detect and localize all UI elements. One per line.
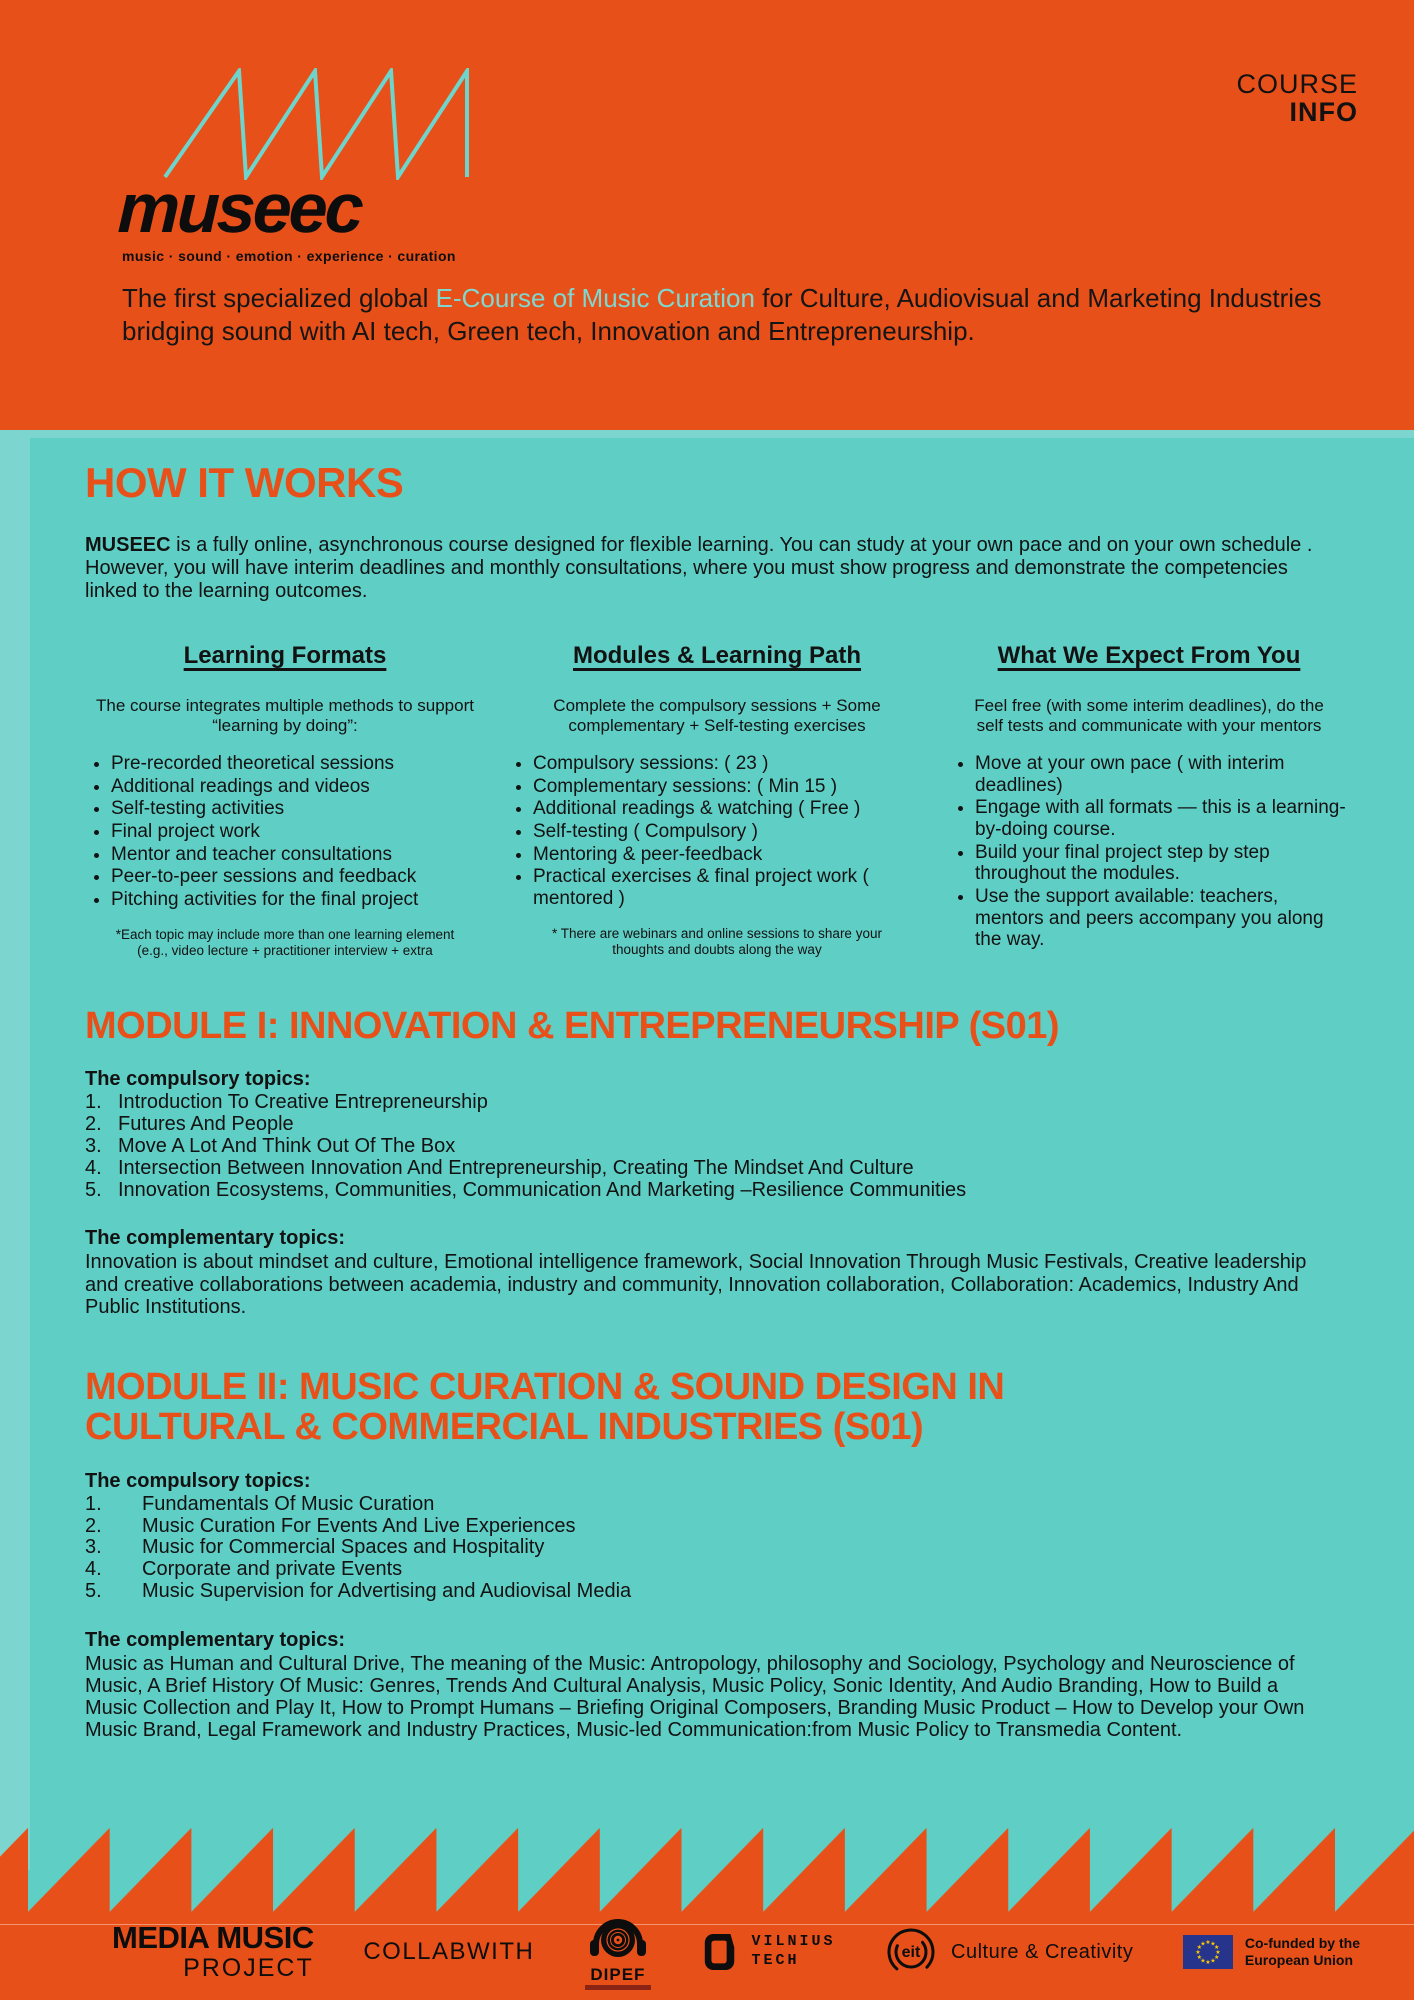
course-label: COURSE [1236,69,1358,99]
module-1-compulsory-label: The compulsory topics: [85,1068,311,1091]
vilnius-tech-logo [701,1931,835,1973]
svg-text:★: ★ [1196,1954,1202,1961]
column-footnote: * There are webinars and online sessions to share your thoughts and doubts along the way [552,925,882,957]
dipef-bar [585,1985,651,1990]
tech-line: TECH [751,1952,800,1969]
svg-text:★: ★ [1215,1949,1221,1956]
bullet-item: • Complementary sessions: ( Min 15 ) [533,776,927,798]
svg-text:★: ★ [1196,1944,1202,1951]
topic-item: Music Supervision for Advertising and Audiovisal Media [142,1579,632,1602]
hero-intro-text [122,282,1377,349]
info-label: INFO [1289,97,1358,128]
svg-text:★: ★ [1205,1959,1211,1966]
bullet-item: • Build your final project step by step throughout the modules. [975,842,1349,885]
collabwith-logo: COLLABWITH [363,1938,535,1965]
topic-item: Introduction To Creative Entrepreneurship [118,1091,488,1114]
module-1-complementary-label: The complementary topics: [85,1227,346,1250]
bullet-item: • Mentoring & peer-feedback [533,844,927,866]
bullet-item: • Peer-to-peer sessions and feedback [111,866,485,888]
column-footnote: *Each topic may include more than one learning element (e.g., video lecture + practitioner interview + extra [115,926,455,958]
topic-item: Corporate and private Events [142,1558,403,1581]
dipef-text: DIPEF [590,1965,646,1984]
column-bullet-list [111,753,485,911]
how-it-works-intro-rest: is a fully online, asynchronous course designed for flexible learning. You can study at your own pace and on your own schedule . However, you will have interim deadlines and monthly consultations, where you must show progress and demonstrate the competencies linked to the learning outcomes. [85,534,1313,602]
hero-intro-highlight: E-Course of Music Curation [435,283,755,313]
bullet-item: • Self-testing ( Compulsory ) [533,821,927,843]
bullet-item: • Pre-recorded theoretical sessions [111,753,485,775]
column-title: Modules & Learning Path [572,642,862,670]
topic-item: Music for Commercial Spaces and Hospitality [142,1536,545,1559]
museec-tagline: music · sound · emotion · experience · curation [122,248,456,264]
museec-zigzag-icon [162,68,470,180]
column-learning-formats [85,642,485,958]
culture-creativity-text: Culture & Creativity [951,1940,1134,1963]
module-2-compulsory-label: The compulsory topics: [85,1469,311,1492]
eu-line1: Co-funded by the [1244,1934,1360,1951]
topic-item: Innovation Ecosystems, Communities, Communication And Marketing –Resilience Communities [118,1178,967,1201]
eit-swirl-icon [885,1926,937,1978]
museec-wordmark: museec [116,169,363,247]
eit-culture-creativity-logo [885,1926,1133,1978]
bullet-item: • Additional readings & watching ( Free ) [533,798,927,820]
topic-item: Intersection Between Innovation And Entrepreneurship, Creating The Mindset And Culture [118,1156,914,1179]
how-it-works-intro [85,534,1335,602]
column-title: What We Expect From You [997,642,1301,670]
module-1-section [85,1004,1364,1318]
bullet-item: • Mentor and teacher consultations [111,844,485,866]
module-2-section [85,1368,1364,1742]
svg-text:★: ★ [1213,1954,1220,1961]
svg-text:★: ★ [1205,1939,1211,1946]
bullet-item: • Compulsory sessions: ( 23 ) [533,753,927,775]
dipef-headphones-vinyl-icon [584,1914,652,1960]
svg-text:★: ★ [1210,1940,1216,1948]
course-info-label [1236,70,1358,127]
topic-item: Fundamentals Of Music Curation [142,1492,435,1515]
hero-intro-pre: The first specialized global [122,283,436,313]
bullet-item: • Additional readings and videos [111,776,485,798]
how-it-works-title: HOW IT WORKS [85,459,404,506]
bullet-item: • Use the support available: teachers, mentors and peers accompany you along the way. [975,886,1349,951]
topic-item: Music Curation For Events And Live Experiences [142,1514,576,1537]
partner-footer [0,1828,1414,2000]
topic-item: Futures And People [118,1113,294,1136]
dipef-logo [584,1914,652,1990]
project-text: PROJECT [183,1953,314,1982]
column-title: Learning Formats [183,642,387,670]
module-1-title: MODULE I: INNOVATION & ENTREPRENEURSHIP (S01) [85,1004,1060,1047]
topic-item: Move A Lot And Think Out Of The Box [118,1135,456,1158]
column-modules-learning-path [507,642,927,958]
module-2-complementary-text: Music as Human and Cultural Drive, The meaning of the Music: Antropology, philosophy and Sociology, Psychology and Neuroscience of Music, A Brief History Of Music: Genres, Trends And Cultural Analysis, Music Policy, Sonic Identity, And Audio Branding, How to Build a Music Collection and Play It, How to Prompt Humans – Briefing Original Composers, Branding Music Product – How to Develop your Own Music Brand, Legal Framework and Industry Practices, Music-led Communication:from Music Policy to Transmedia Content. [85,1652,1305,1742]
module-1-compulsory-list [85,1092,1364,1201]
vilnius-line: VILNIUS [751,1933,836,1951]
media-music-text: MEDIA MUSIC [112,1919,314,1955]
column-bullet-list [975,753,1349,951]
eu-cofunded-text [1245,1935,1360,1970]
media-music-project-logo [112,1919,314,1983]
column-subtitle: Feel free (with some interim deadlines), do the self tests and communicate with your mentors [974,696,1324,736]
svg-text:★: ★ [1200,1940,1206,1948]
bullet-item: • Self-testing activities [111,798,485,820]
eu-line2: European Union [1244,1952,1354,1968]
bullet-item: • Pitching activities for the final project [111,889,485,911]
partner-logo-row [0,1906,1414,1998]
info-columns [85,642,1364,958]
bullet-item: • Practical exercises & final project work ( mentored ) [533,866,927,909]
bullet-item: • Final project work [111,821,485,843]
bullet-item: • Move at your own pace ( with interim deadlines) [975,753,1349,796]
svg-text:★: ★ [1210,1957,1216,1965]
vilnius-tech-icon [701,1931,739,1973]
column-subtitle: Complete the compulsory sessions + Some complementary + Self-testing exercises [553,696,881,736]
svg-text:★: ★ [1213,1944,1220,1951]
column-bullet-list [533,753,927,910]
column-what-we-expect [949,642,1349,958]
vilnius-tech-text [751,1933,835,1971]
eit-mark-text: eit [901,1944,921,1961]
eu-cofunded-logo [1183,1935,1360,1970]
module-1-complementary-text: Innovation is about mindset and culture, Emotional intelligence framework, Social Innovation Through Music Festivals, Creative leadership and creative collaborations between academia, industry and community, Innovation collaboration, Collaboration: Academics, Industry And Public Institutions. [85,1251,1307,1318]
main-section [0,430,1414,1828]
svg-text:★: ★ [1200,1957,1206,1965]
how-it-works-intro-bold: MUSEEC [85,534,171,556]
eu-flag-icon [1183,1935,1233,1969]
module-2-title: MODULE II: MUSIC CURATION & SOUND DESIGN IN CULTURAL & COMMERCIAL INDUSTRIES (S01) [85,1366,1005,1448]
sawtooth-border [0,1828,1414,1912]
svg-text:★: ★ [1195,1949,1201,1956]
column-subtitle: The course integrates multiple methods to support “learning by doing”: [96,696,474,736]
content-panel [30,438,1414,1828]
hero-intro-post: for Culture, Audiovisual and Marketing Industries bridging sound with AI tech, Green tech, Innovation and Entrepreneurship. [122,283,1322,347]
hero-header [0,0,1414,430]
bullet-item: • Engage with all formats — this is a learning-by-doing course. [975,797,1349,840]
module-2-compulsory-list [85,1494,1364,1603]
module-2-complementary-label: The complementary topics: [85,1628,346,1651]
